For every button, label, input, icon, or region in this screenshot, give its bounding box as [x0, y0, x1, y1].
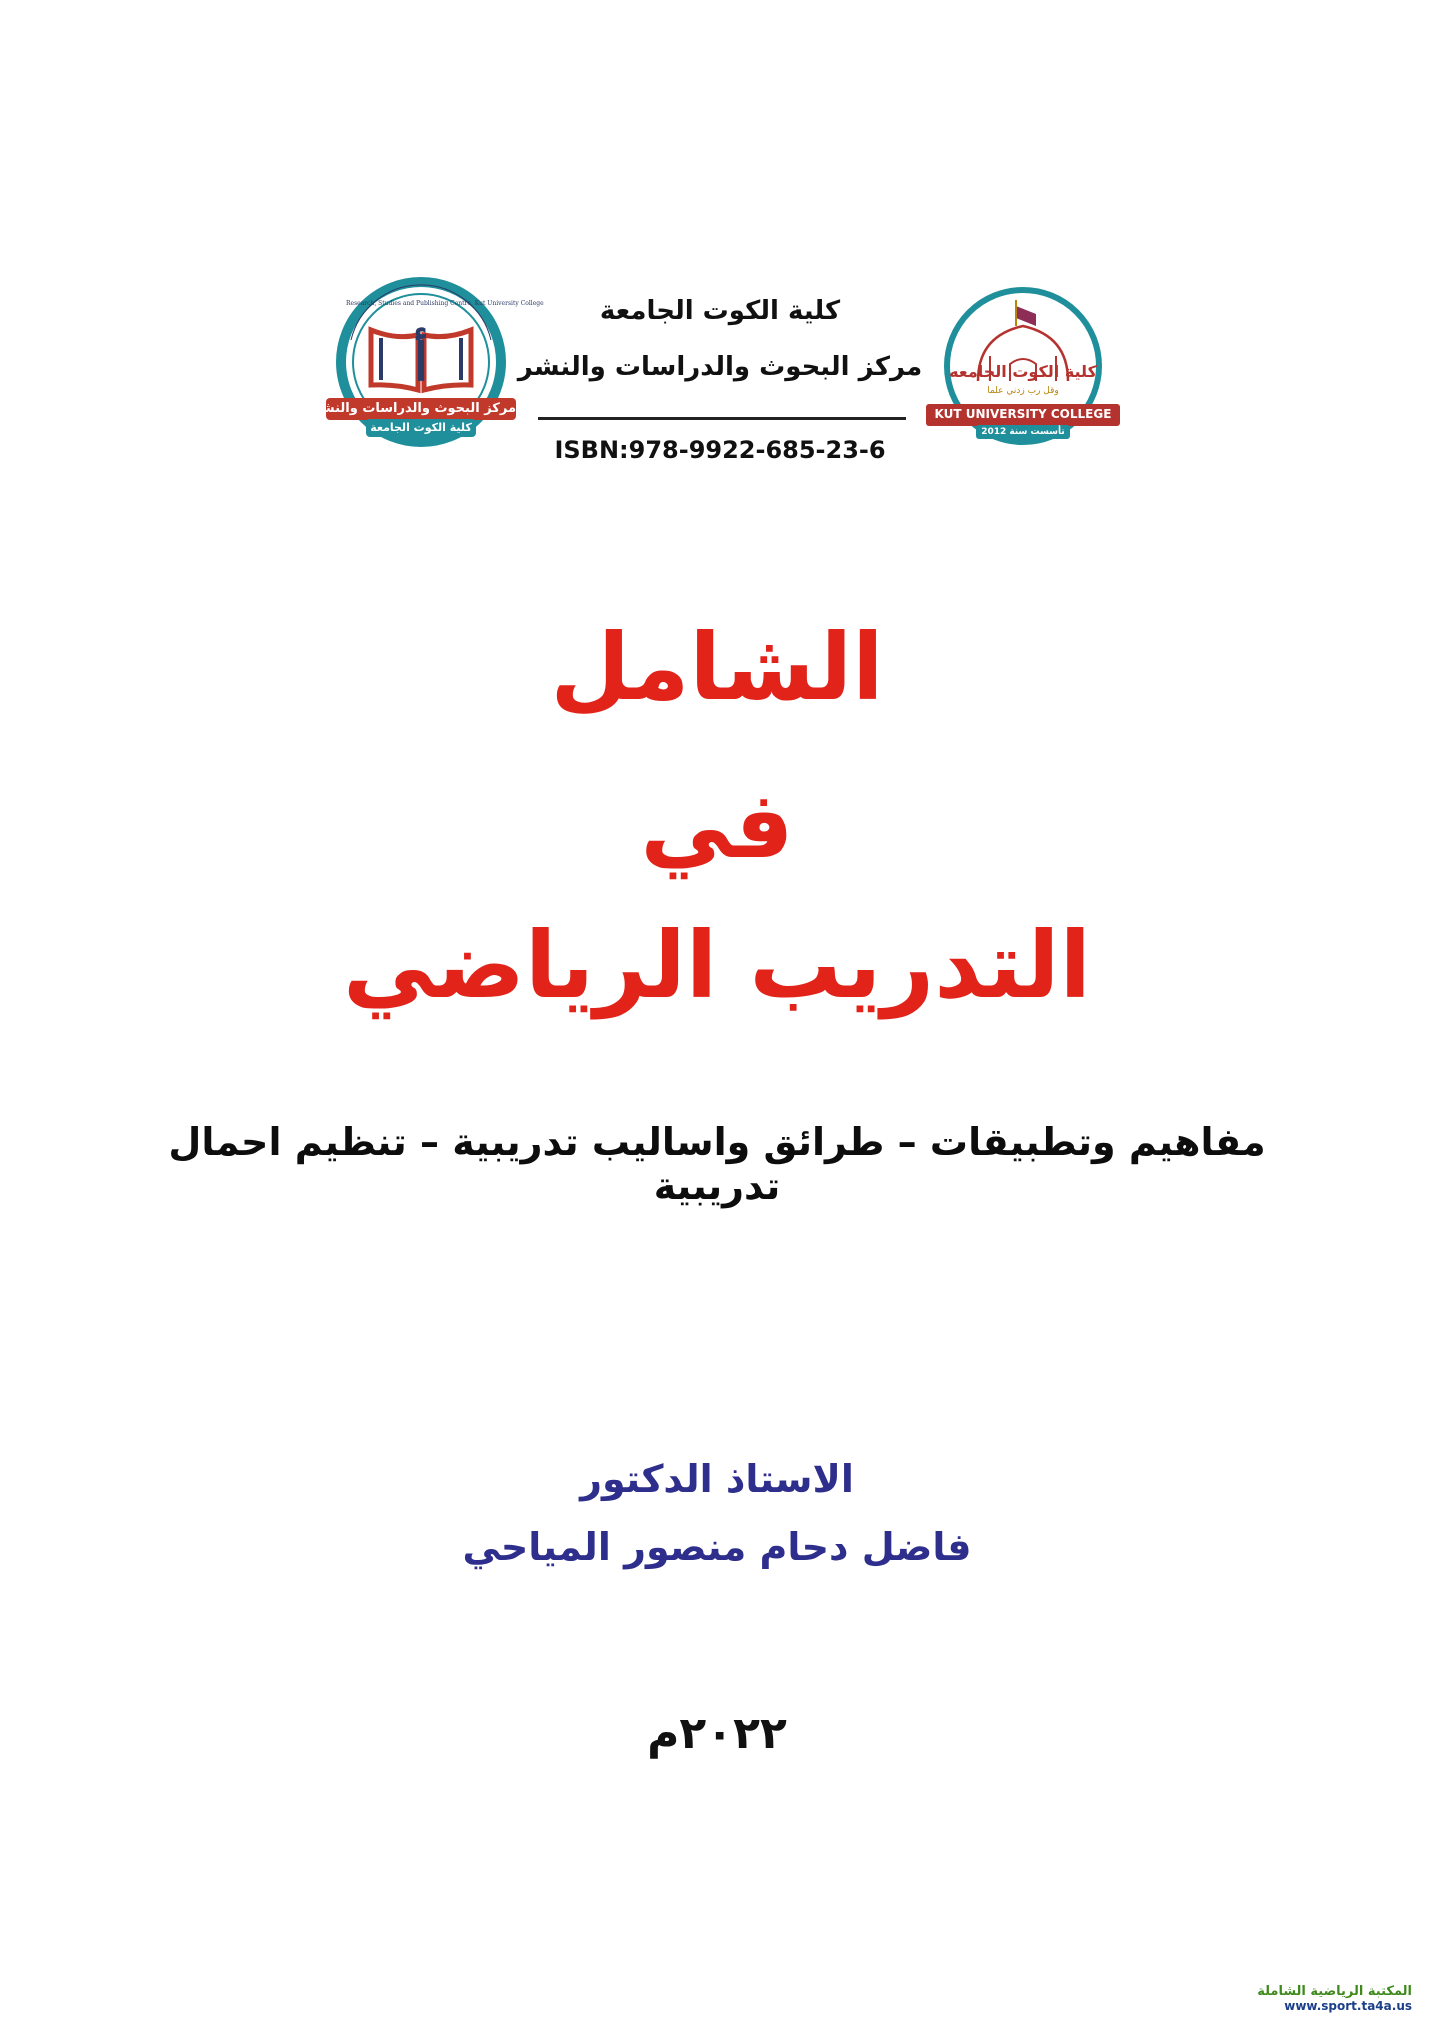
- book-title-line-1: الشامل: [550, 614, 884, 721]
- college-name: كلية الكوت الجامعة: [599, 296, 841, 326]
- publication-year: ٢٠٢٢م: [647, 1708, 787, 1759]
- kut-logo-motto: وقل رب زدني علما: [987, 386, 1059, 396]
- author-rank: الاستاذ الدكتور: [580, 1457, 854, 1501]
- research-centre-logo-ring-text: Research, Studies and Publishing Centre, Kut University College: [346, 300, 544, 307]
- book-subtitle: مفاهيم وتطبيقات – طرائق واساليب تدريبية – تنظيم احمال تدريبية: [168, 1120, 1266, 1208]
- research-centre-logo-bottom: كلية الكوت الجامعة: [370, 421, 472, 434]
- watermark-arabic: المكتبة الرياضية الشاملة: [1257, 1984, 1412, 1999]
- watermark: [1257, 1984, 1412, 2013]
- kut-logo-founded: تأسست سنة 2012: [981, 427, 1065, 437]
- header-divider: [538, 417, 906, 420]
- book-title-line-2: في: [640, 772, 794, 879]
- kut-logo-inner-text: كلية الكوت الجامعه: [949, 362, 1097, 381]
- research-centre-logo-banner: مركز البحوث والدراسات والنشر: [313, 401, 516, 416]
- author-name: فاضل دحام منصور المياحي: [462, 1525, 972, 1569]
- research-centre-name: مركز البحوث والدراسات والنشر: [517, 352, 923, 382]
- svg-text:أ: أ: [413, 332, 429, 393]
- book-title-line-3: التدريب الرياضي: [342, 912, 1092, 1019]
- isbn: ISBN:978-9922-685-23-6: [554, 436, 886, 464]
- kut-logo-banner: KUT UNIVERSITY COLLEGE: [934, 407, 1112, 421]
- watermark-url[interactable]: www.sport.ta4a.us: [1284, 1999, 1412, 2013]
